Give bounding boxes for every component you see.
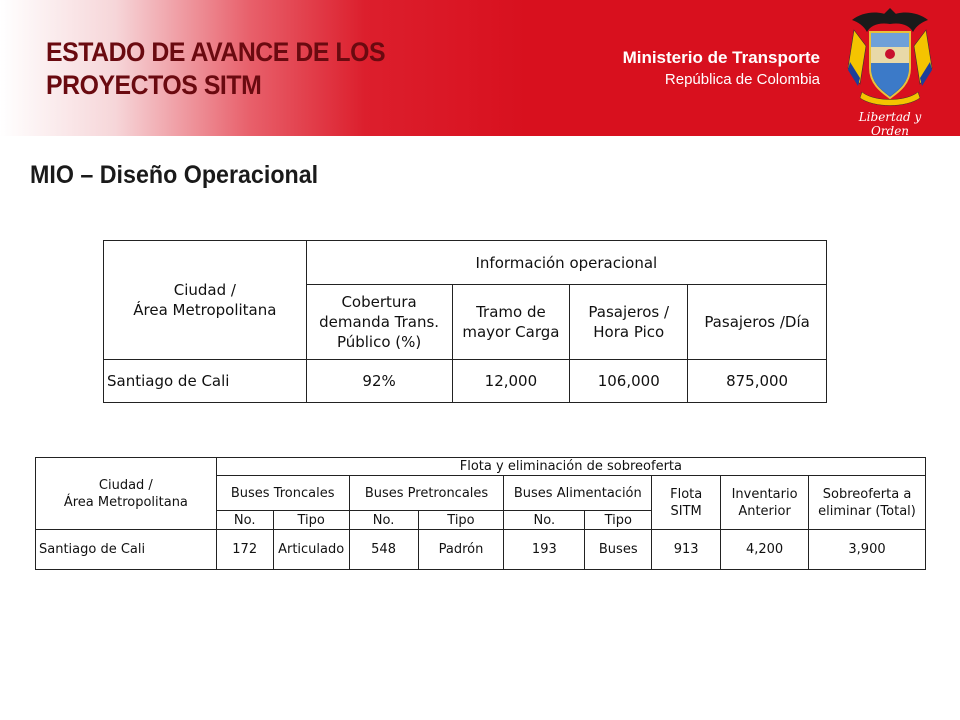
header-line: Pasajeros / — [588, 303, 670, 321]
column-header — [721, 476, 809, 530]
column-header — [570, 285, 688, 360]
country-name: República de Colombia — [664, 71, 820, 88]
colombia-coat-of-arms-logo — [840, 6, 940, 138]
data-cell: Articulado — [273, 530, 349, 570]
header-line: Sobreoferta a — [822, 486, 912, 502]
data-cell: 172 — [216, 530, 273, 570]
city-cell: Santiago de Cali — [104, 360, 307, 403]
fleet-table — [35, 457, 926, 570]
column-header — [452, 285, 570, 360]
sub-header: No. — [504, 511, 585, 530]
coat-of-arms-icon — [840, 6, 940, 110]
section-subtitle: MIO – Diseño Operacional — [30, 161, 319, 189]
header-banner — [0, 0, 960, 136]
data-cell: 548 — [349, 530, 418, 570]
group-header-cell: Flota y eliminación de sobreoferta — [216, 458, 925, 476]
header-line: demanda Trans. — [319, 313, 440, 331]
data-cell: Padrón — [418, 530, 504, 570]
header-line: Hora Pico — [593, 323, 665, 341]
slide-title — [46, 36, 385, 102]
header-line: Inventario — [731, 486, 798, 502]
data-cell: 92% — [306, 360, 452, 403]
header-line: Tramo de — [476, 303, 546, 321]
city-cell: Santiago de Cali — [36, 530, 217, 570]
column-header — [652, 476, 721, 530]
header-line: eliminar (Total) — [818, 503, 916, 519]
data-cell: 913 — [652, 530, 721, 570]
ministry-block — [623, 47, 820, 91]
data-cell: 4,200 — [721, 530, 809, 570]
city-header-line: Área Metropolitana — [63, 494, 188, 510]
city-header-line: Ciudad / — [98, 477, 153, 493]
data-cell: 193 — [504, 530, 585, 570]
seal-motto: Libertad y Orden — [858, 110, 922, 138]
table-row — [36, 530, 926, 570]
city-header-cell — [36, 458, 217, 530]
header-line: Flota — [670, 486, 703, 502]
table-row — [104, 360, 827, 403]
column-header — [809, 476, 926, 530]
data-cell: 875,000 — [688, 360, 827, 403]
bus-group-header: Buses Pretroncales — [349, 476, 504, 511]
column-header — [688, 285, 827, 360]
city-header-line: Área Metropolitana — [133, 301, 277, 319]
city-header-cell — [104, 241, 307, 360]
city-header-line: Ciudad / — [173, 281, 236, 299]
bus-group-header: Buses Troncales — [216, 476, 349, 511]
sub-header: No. — [349, 511, 418, 530]
sub-header: No. — [216, 511, 273, 530]
header-line: Público (%) — [336, 333, 422, 351]
title-line-1: ESTADO DE AVANCE DE LOS — [46, 37, 386, 67]
header-line: SITM — [670, 503, 702, 519]
header-line: Cobertura — [341, 293, 417, 311]
data-cell: Buses — [585, 530, 652, 570]
title-line-2: PROYECTOS SITM — [46, 70, 262, 100]
group-header-cell: Información operacional — [306, 241, 826, 285]
sub-header: Tipo — [585, 511, 652, 530]
data-cell: 3,900 — [809, 530, 926, 570]
header-line: Anterior — [738, 503, 791, 519]
sub-header: Tipo — [273, 511, 349, 530]
ministry-name: Ministerio de Transporte — [622, 48, 820, 67]
data-cell: 106,000 — [570, 360, 688, 403]
data-cell: 12,000 — [452, 360, 570, 403]
sub-header: Tipo — [418, 511, 504, 530]
header-line: mayor Carga — [462, 323, 560, 341]
operational-info-table — [103, 240, 827, 403]
column-header — [306, 285, 452, 360]
header-line: Pasajeros /Día — [704, 313, 810, 331]
bus-group-header: Buses Alimentación — [504, 476, 652, 511]
